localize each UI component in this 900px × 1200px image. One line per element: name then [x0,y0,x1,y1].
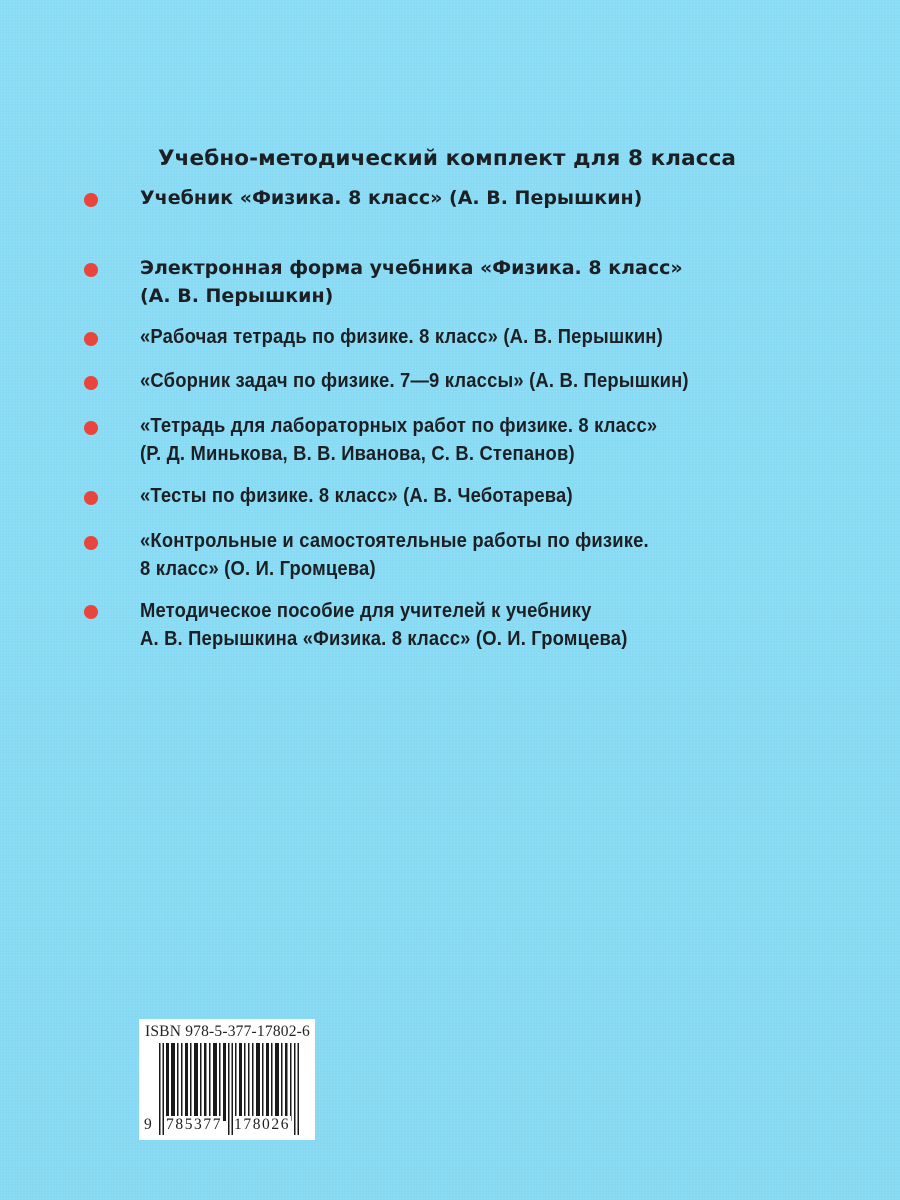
list-item-line: Методическое пособие для учителей к учебнику [140,600,592,622]
list-item-text [140,323,663,351]
list-item-text [140,482,573,510]
list-item-text [140,254,683,310]
bullet-icon [84,376,98,390]
list-item-line: «Сборник задач по физике. 7—9 классы» (А. В. Перышкин) [140,370,689,392]
list-item-line: (А. В. Перышкин) [140,285,334,307]
isbn-barcode [139,1019,315,1140]
list-item-text [140,412,657,468]
list-item-line: (Р. Д. Минькова, В. В. Иванова, С. В. Степанов) [140,443,575,465]
list-item-text [140,184,642,212]
bullet-icon [84,263,98,277]
list-item-line: «Тетрадь для лабораторных работ по физике. 8 класс» [140,415,658,437]
page-title: Учебно-методический комплект для 8 класса [158,146,737,171]
list-item-text [140,597,628,653]
barcode-digits-right: 178026 [234,1116,291,1133]
bullet-icon [84,332,98,346]
bullet-icon [84,491,98,505]
list-item-line: Учебник «Физика. 8 класс» (А. В. Перышкин) [140,187,643,209]
list-item-line: «Тесты по физике. 8 класс» (А. В. Чеботарева) [140,485,573,507]
bullet-icon [84,421,98,435]
bullet-icon [84,536,98,550]
list-item-text [140,527,649,583]
list-item-text [140,367,689,395]
bullet-icon [84,605,98,619]
bullet-icon [84,193,98,207]
isbn-label: ISBN 978-5-377-17802-6 [145,1023,310,1040]
barcode-digits-left: 785377 [166,1116,223,1133]
list-item-line: Электронная форма учебника «Физика. 8 класс» [140,257,683,279]
list-item-line: «Контрольные и самостоятельные работы по физике. [140,530,649,552]
barcode-digit-first: 9 [144,1116,154,1133]
list-item-line: А. В. Перышкина «Физика. 8 класс» (О. И. Громцева) [140,628,628,650]
list-item-line: 8 класс» (О. И. Громцева) [140,558,376,580]
list-item-line: «Рабочая тетрадь по физике. 8 класс» (А. В. Перышкин) [140,326,663,348]
